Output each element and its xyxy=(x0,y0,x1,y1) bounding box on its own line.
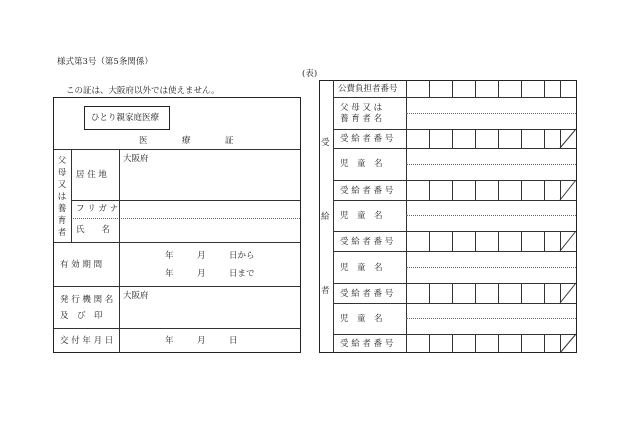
validity-from-month: 月 xyxy=(197,251,206,261)
child-name-label: 児 童 名 xyxy=(340,159,383,169)
program-badge-label: ひとり親家庭医療 xyxy=(91,113,160,123)
recipient-number-label: 受 給 者 番 号 xyxy=(340,186,394,196)
char: 母 xyxy=(57,168,67,178)
validity-from-year: 年 xyxy=(165,251,174,261)
char: 又 xyxy=(57,180,67,190)
recipient-char-3: 者 xyxy=(321,286,330,296)
validity-from-day: 日から xyxy=(229,251,255,261)
guardian-name-label-2: 養 育 者 名 xyxy=(340,114,383,124)
issuer-label: 発 行 機 関 名 xyxy=(60,295,114,305)
address-value: 大阪府 xyxy=(123,154,149,164)
char: は xyxy=(57,192,67,202)
validity-label: 有 効 期 間 xyxy=(60,260,103,270)
char: 父 xyxy=(57,156,67,166)
address-label: 居 住 地 xyxy=(76,170,107,180)
diagonal xyxy=(560,334,576,353)
guardian-name-label-1: 父 母 又 は xyxy=(340,103,383,113)
issue-month: 月 xyxy=(197,336,206,346)
usage-notice: この証は、大阪府以外では使えません。 xyxy=(66,86,220,96)
issuer-seal-label: 及 び 印 xyxy=(60,311,103,321)
child-name-label: 児 童 名 xyxy=(340,263,383,273)
recipient-char-1: 受 xyxy=(321,138,330,148)
title-char-1: 医 xyxy=(139,136,148,146)
validity-to-month: 月 xyxy=(197,269,206,279)
validity-to-year: 年 xyxy=(165,269,174,279)
diagonal xyxy=(560,180,576,200)
title-char-2: 療 xyxy=(182,136,191,146)
child-name-label: 児 童 名 xyxy=(340,314,383,324)
issue-year: 年 xyxy=(165,336,174,346)
recipient-number-label: 受 給 者 番 号 xyxy=(340,289,394,299)
name-label: 氏 名 xyxy=(76,225,111,235)
issuer-value: 大阪府 xyxy=(123,291,149,301)
recipient-number-label: 受 給 者 番 号 xyxy=(340,237,394,247)
recipient-number-label: 受 給 者 番 号 xyxy=(340,339,394,349)
recipient-number-label: 受 給 者 番 号 xyxy=(340,134,394,144)
diagonal xyxy=(560,283,576,303)
form-number: 様式第3号（第5条関係） xyxy=(57,57,153,67)
char: 育 xyxy=(57,216,67,226)
title-char-3: 証 xyxy=(225,136,234,146)
issue-day: 日 xyxy=(229,336,238,346)
char: 者 xyxy=(57,228,67,238)
public-payer-label: 公費負担者番号 xyxy=(338,84,398,94)
issue-date-label: 交 付 年 月 日 xyxy=(60,336,114,346)
diagonal xyxy=(560,231,576,251)
validity-to-day: 日まで xyxy=(229,269,255,279)
recipient-char-2: 給 xyxy=(321,212,330,222)
front-side-label: (表) xyxy=(302,69,318,79)
char: 養 xyxy=(57,204,67,214)
child-name-label: 児 童 名 xyxy=(340,211,383,221)
furigana-label: フ リ ガ ナ xyxy=(76,204,119,214)
diagonal xyxy=(560,129,576,148)
